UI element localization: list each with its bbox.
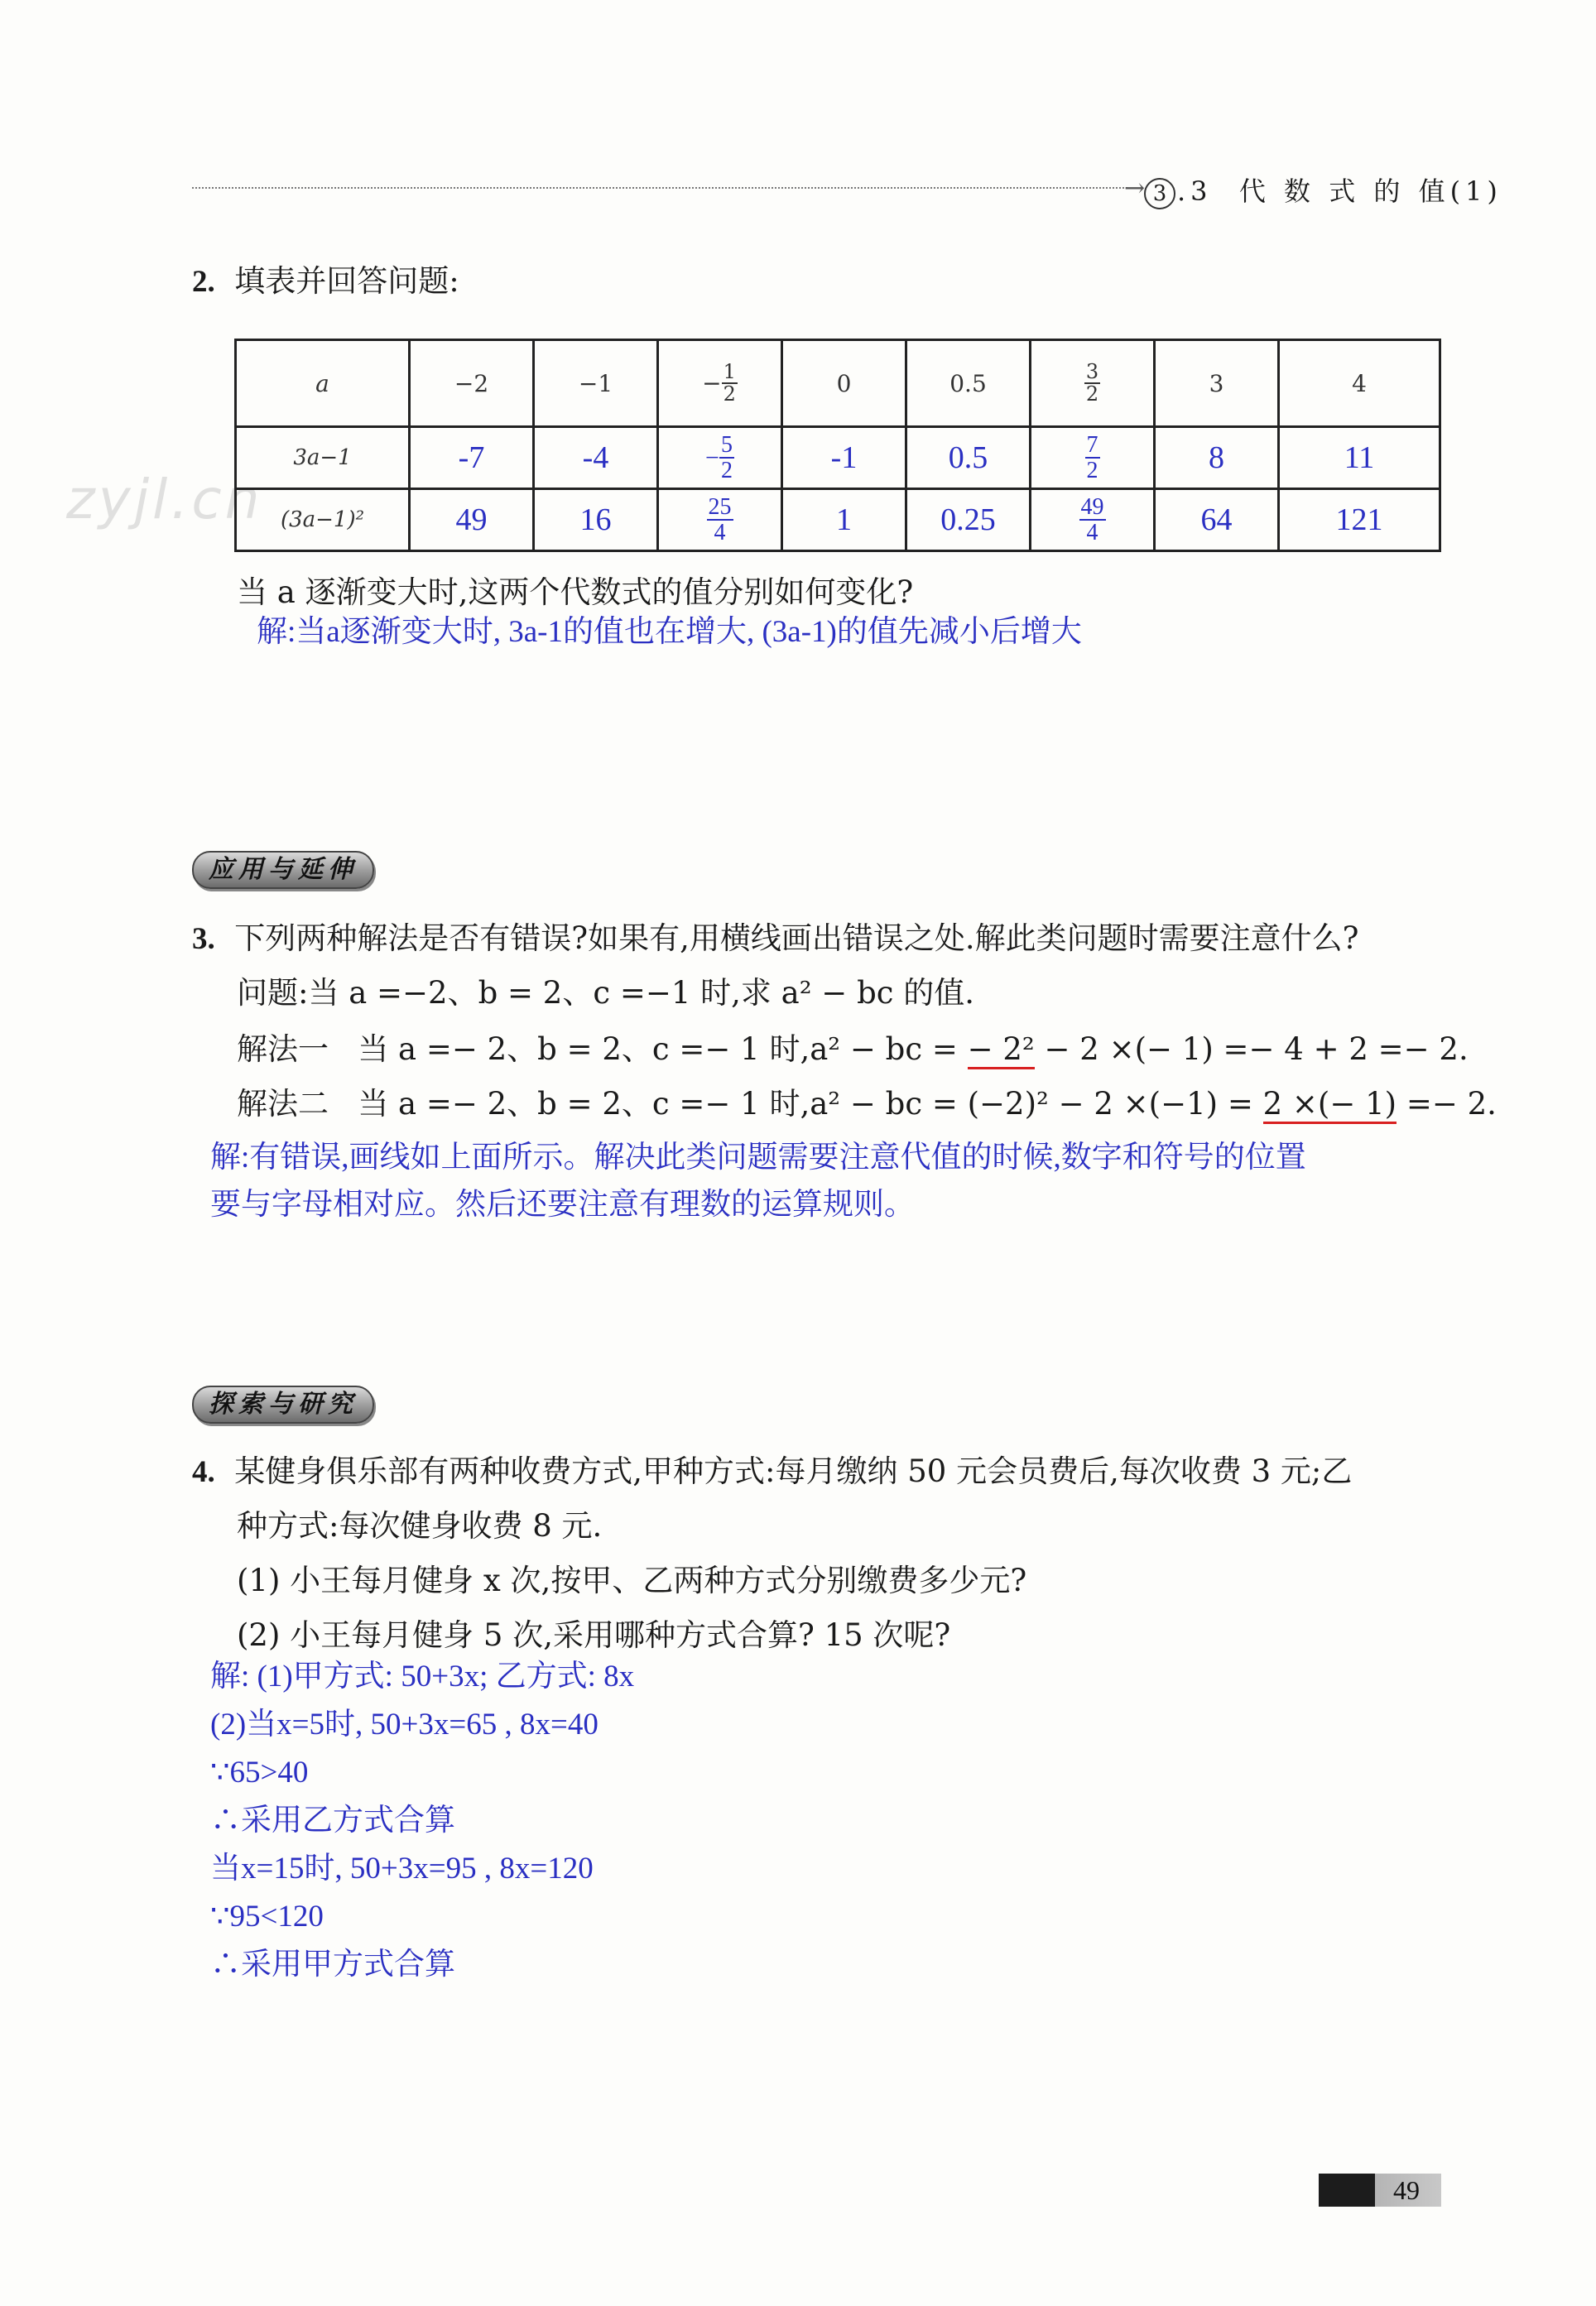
- solution-text: 当 a =− 2、b = 2、c =− 1 时,a² − bc = (−2)² − 2 ×(−1) =: [358, 1086, 1253, 1122]
- section-banner-application: 应用与延伸: [192, 851, 374, 889]
- question-4-sub-1: (1) 小王每月健身 x 次,按甲、乙两种方式分别缴费多少元?: [237, 1563, 1027, 1598]
- table-cell: 121: [1279, 489, 1440, 551]
- answer-line: 解: (1)甲方式: 50+3x; 乙方式: 8x: [210, 1660, 635, 1693]
- solution-text: =− 2.: [1406, 1086, 1497, 1122]
- answer-line: ∵95<120: [210, 1900, 324, 1934]
- question-text: 下列两种解法是否有错误?如果有,用横线画出错误之处.解此类问题时需要注意什么?: [234, 920, 1359, 956]
- table-row: [236, 427, 1440, 489]
- table-cell: 0.5: [906, 427, 1031, 489]
- question-number: 2.: [192, 265, 215, 299]
- answer-line: (2)当x=5时, 50+3x=65 , 8x=40: [210, 1708, 598, 1742]
- table-cell-fraction: − $\frac{1}{2}$: [658, 340, 782, 427]
- solution-text: − 2 ×(− 1) =− 4 + 2 =− 2.: [1044, 1031, 1469, 1067]
- solution-label: 解法二: [237, 1086, 329, 1122]
- error-underline: 2 ×(− 1): [1263, 1086, 1396, 1124]
- answer-line: ∵65>40: [210, 1756, 309, 1790]
- solution-2: [237, 1084, 1497, 1124]
- header-title: 代 数 式 的 值(1): [1238, 175, 1502, 207]
- question-number: 4.: [192, 1455, 215, 1489]
- answer-line: ∴采用乙方式合算: [210, 1804, 455, 1838]
- table-cell: 3: [1155, 340, 1279, 427]
- table-cell: 0.5: [906, 340, 1031, 427]
- question-2-prompt: [192, 262, 459, 302]
- table-cell: 0.25: [906, 489, 1031, 551]
- arrow-right-icon: →: [1124, 174, 1146, 203]
- watermark: zyjl.cn: [66, 468, 263, 531]
- table-cell: -7: [410, 427, 534, 489]
- table-cell: -1: [782, 427, 906, 489]
- row-label-3a-minus-1: 3a−1: [236, 427, 410, 489]
- question-4-prompt-line-2: 种方式:每次健身收费 8 元.: [237, 1508, 603, 1544]
- table-cell-fraction: − $\frac{5}{2}$: [658, 427, 782, 489]
- table-cell: 1: [782, 489, 906, 551]
- table-cell-fraction: $\frac{3}{2}$: [1031, 340, 1155, 427]
- table-cell: −2: [410, 340, 534, 427]
- table-cell: 16: [534, 489, 658, 551]
- table-row: [236, 340, 1440, 427]
- answer-line: 当x=15时, 50+3x=95 , 8x=120: [210, 1852, 594, 1886]
- table-cell: 8: [1155, 427, 1279, 489]
- question-3-problem: 问题:当 a =−2、b = 2、c =−1 时,求 a² − bc 的值.: [237, 975, 974, 1011]
- question-3-answer-line-1: 解:有错误,画线如上面所示。解决此类问题需要注意代值的时候,数字和符号的位置: [210, 1141, 1306, 1175]
- question-3-prompt: [192, 919, 1358, 959]
- table-row: [236, 489, 1440, 551]
- question-text: 填表并回答问题:: [234, 263, 459, 299]
- table-cell: -4: [534, 427, 658, 489]
- table-cell: −1: [534, 340, 658, 427]
- error-underline: − 2²: [968, 1031, 1035, 1069]
- page-number: 49: [1393, 2175, 1420, 2205]
- fill-table: [234, 339, 1441, 552]
- table-cell-fraction: $\frac{49}{4}$: [1031, 489, 1155, 551]
- table-cell-fraction: $\frac{7}{2}$: [1031, 427, 1155, 489]
- question-3-answer-line-2: 要与字母相对应。然后还要注意有理数的运算规则。: [210, 1188, 915, 1222]
- table-cell: 4: [1279, 340, 1440, 427]
- table-cell: 11: [1279, 427, 1440, 489]
- row-label-square: (3a−1)²: [236, 489, 410, 551]
- table-cell: 0: [782, 340, 906, 427]
- section-banner-exploration: 探索与研究: [192, 1386, 374, 1424]
- running-header: [1144, 171, 1502, 209]
- table-cell: 64: [1155, 489, 1279, 551]
- solution-text: 当 a =− 2、b = 2、c =− 1 时,a² − bc =: [358, 1031, 958, 1067]
- solution-1: [237, 1030, 1469, 1069]
- header-dotted-rule: [192, 187, 1127, 189]
- table-cell: 49: [410, 489, 534, 551]
- question-4-sub-2: (2) 小王每月健身 5 次,采用哪种方式合算? 15 次呢?: [237, 1617, 951, 1653]
- page-number-tab: [1319, 2174, 1441, 2207]
- section-number-rest: .3: [1177, 175, 1213, 207]
- solution-label: 解法一: [237, 1031, 329, 1067]
- question-2-followup: 当 a 逐渐变大时,这两个代数式的值分别如何变化?: [237, 574, 914, 610]
- table-cell-fraction: $\frac{25}{4}$: [658, 489, 782, 551]
- question-2-answer: 解:当a逐渐变大时, 3a-1的值也在增大, (3a-1)的值先减小后增大: [257, 615, 1082, 649]
- row-label-a: a: [236, 340, 410, 427]
- question-4-prompt-line-1: [192, 1452, 1352, 1492]
- question-text: 某健身俱乐部有两种收费方式,甲种方式:每月缴纳 50 元会员费后,每次收费 3 元;乙: [234, 1453, 1353, 1489]
- answer-line: ∴采用甲方式合算: [210, 1948, 455, 1982]
- section-circled-number: 3: [1144, 178, 1175, 209]
- question-number: 3.: [192, 922, 215, 956]
